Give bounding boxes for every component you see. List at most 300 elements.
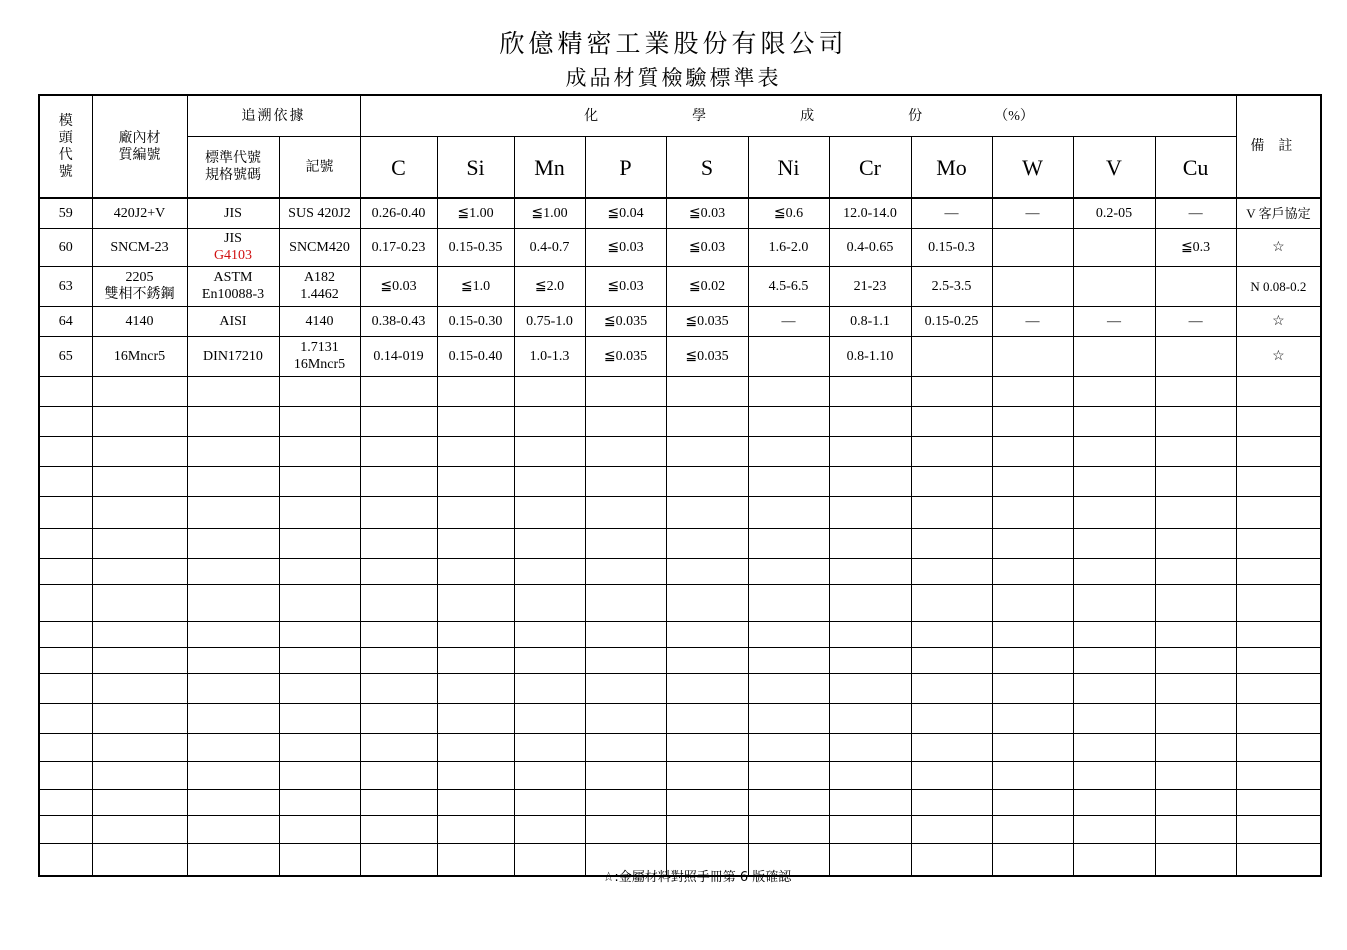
internal-code-cell: 420J2+V [92,198,187,228]
empty-cell [829,673,911,703]
empty-cell [360,673,437,703]
element-value-cell: ≦0.6 [748,198,829,228]
empty-cell [1236,733,1321,761]
empty-cell [360,733,437,761]
element-value-cell: ≦0.035 [666,306,748,336]
empty-table-row [39,789,1321,815]
col-header-element-s: S [666,137,748,199]
empty-cell [585,584,666,621]
empty-cell [829,703,911,733]
element-value-cell [992,336,1073,376]
element-value-cell: 0.4-0.7 [514,228,585,266]
empty-cell [1073,647,1155,673]
empty-table-row [39,584,1321,621]
internal-code-cell: 16Mncr5 [92,336,187,376]
element-value-cell [748,336,829,376]
empty-cell [39,584,92,621]
col-header-element-p: P [585,137,666,199]
internal-code-cell: 2205 雙相不銹鋼 [92,266,187,306]
empty-cell [992,466,1073,496]
element-value-cell: 0.26-0.40 [360,198,437,228]
internal-code-cell: 4140 [92,306,187,336]
element-value-cell: ≦0.3 [1155,228,1236,266]
empty-cell [748,558,829,584]
empty-cell [1155,466,1236,496]
empty-cell [92,528,187,558]
empty-cell [1073,789,1155,815]
element-value-cell: ≦0.03 [666,228,748,266]
empty-cell [829,789,911,815]
empty-cell [437,703,514,733]
empty-cell [92,673,187,703]
standard-code-cell: JIS [187,198,279,228]
empty-cell [92,815,187,843]
empty-cell [666,703,748,733]
empty-cell [187,789,279,815]
empty-cell [187,436,279,466]
empty-cell [829,436,911,466]
empty-cell [829,733,911,761]
empty-cell [585,558,666,584]
col-header-element-c: C [360,137,437,199]
empty-cell [279,406,360,436]
empty-cell [92,496,187,528]
empty-cell [187,406,279,436]
empty-cell [279,584,360,621]
empty-cell [1155,815,1236,843]
empty-cell [911,621,992,647]
element-value-cell [1155,336,1236,376]
element-value-cell: ≦0.03 [585,228,666,266]
empty-cell [666,761,748,789]
empty-cell [1155,703,1236,733]
element-value-cell: 0.15-0.30 [437,306,514,336]
empty-cell [514,376,585,406]
element-value-cell: 0.14-019 [360,336,437,376]
mark-cell: SUS 420J2 [279,198,360,228]
empty-cell [666,584,748,621]
empty-cell [360,789,437,815]
empty-cell [279,496,360,528]
empty-cell [92,733,187,761]
empty-cell [1236,528,1321,558]
empty-cell [39,406,92,436]
empty-cell [514,466,585,496]
element-value-cell: 0.15-0.35 [437,228,514,266]
empty-cell [1073,584,1155,621]
empty-cell [187,815,279,843]
empty-cell [279,789,360,815]
empty-cell [911,815,992,843]
empty-cell [585,436,666,466]
empty-cell [1155,376,1236,406]
empty-table-row [39,406,1321,436]
empty-table-row [39,436,1321,466]
empty-cell [1155,621,1236,647]
remarks-cell: V 客戶協定 [1236,198,1321,228]
remarks-cell: N 0.08-0.2 [1236,266,1321,306]
empty-cell [360,647,437,673]
col-header-remarks: 備註 [1236,95,1321,198]
col-header-element-mn: Mn [514,137,585,199]
empty-cell [187,558,279,584]
empty-cell [360,436,437,466]
empty-cell [279,528,360,558]
empty-cell [360,703,437,733]
standard-code-cell: DIN17210 [187,336,279,376]
empty-cell [437,558,514,584]
empty-cell [829,761,911,789]
element-value-cell: 4.5-6.5 [748,266,829,306]
empty-cell [1155,761,1236,789]
col-header-chemical-composition: 化 學 成 份 （%） [360,95,1236,137]
remarks-cell: ☆ [1236,228,1321,266]
empty-cell [1073,528,1155,558]
empty-cell [829,815,911,843]
empty-cell [666,673,748,703]
empty-cell [911,647,992,673]
col-header-element-si: Si [437,137,514,199]
element-value-cell: 0.17-0.23 [360,228,437,266]
empty-cell [1155,647,1236,673]
empty-cell [992,673,1073,703]
empty-cell [1155,496,1236,528]
empty-cell [666,496,748,528]
mark-cell: 4140 [279,306,360,336]
empty-table-row [39,815,1321,843]
empty-cell [829,496,911,528]
header-row-1 [39,95,1321,137]
empty-cell [911,733,992,761]
element-value-cell: ≦0.03 [360,266,437,306]
element-value-cell: — [1155,198,1236,228]
empty-cell [585,789,666,815]
empty-cell [1073,496,1155,528]
empty-cell [1073,761,1155,789]
empty-cell [666,733,748,761]
mark-cell: A182 1.4462 [279,266,360,306]
empty-cell [514,621,585,647]
empty-table-row [39,703,1321,733]
element-value-cell: 1.0-1.3 [514,336,585,376]
empty-cell [1073,621,1155,647]
empty-cell [1155,673,1236,703]
empty-cell [748,406,829,436]
empty-cell [992,584,1073,621]
empty-cell [748,647,829,673]
empty-cell [585,703,666,733]
empty-cell [585,673,666,703]
empty-cell [39,703,92,733]
empty-cell [748,789,829,815]
element-value-cell: 2.5-3.5 [911,266,992,306]
empty-cell [279,733,360,761]
empty-cell [585,406,666,436]
element-value-cell [992,266,1073,306]
empty-cell [829,376,911,406]
empty-cell [39,496,92,528]
empty-cell [279,558,360,584]
empty-cell [514,733,585,761]
col-header-mark: 記號 [279,137,360,199]
empty-cell [992,558,1073,584]
empty-cell [585,815,666,843]
empty-cell [666,621,748,647]
element-value-cell: — [748,306,829,336]
empty-cell [1236,558,1321,584]
empty-cell [911,466,992,496]
empty-cell [748,528,829,558]
empty-cell [279,466,360,496]
empty-cell [585,761,666,789]
element-value-cell: — [911,198,992,228]
empty-cell [437,584,514,621]
empty-cell [39,761,92,789]
empty-cell [911,673,992,703]
standard-code-cell: JIS G4103 [187,228,279,266]
empty-cell [911,376,992,406]
element-value-cell: 0.2-05 [1073,198,1155,228]
element-value-cell: ≦0.035 [585,306,666,336]
empty-cell [1236,761,1321,789]
empty-table-row [39,376,1321,406]
empty-table-row [39,558,1321,584]
empty-cell [437,496,514,528]
table-row [39,228,1321,266]
empty-cell [666,789,748,815]
inspection-standard-table [38,94,1322,877]
empty-cell [92,436,187,466]
element-value-cell: 0.8-1.1 [829,306,911,336]
empty-cell [1236,466,1321,496]
col-header-element-v: V [1073,137,1155,199]
table-row [39,266,1321,306]
element-value-cell: ≦0.035 [666,336,748,376]
empty-cell [187,673,279,703]
empty-cell [39,466,92,496]
header-row-2 [39,137,1321,199]
empty-cell [1155,584,1236,621]
empty-cell [992,528,1073,558]
empty-cell [829,466,911,496]
empty-cell [92,406,187,436]
empty-cell [1236,789,1321,815]
empty-cell [187,621,279,647]
empty-cell [992,789,1073,815]
empty-cell [1236,621,1321,647]
company-name: 欣億精密工業股份有限公司 [499,29,848,58]
empty-cell [992,376,1073,406]
empty-cell [666,466,748,496]
empty-cell [829,647,911,673]
element-value-cell: ≦0.03 [666,198,748,228]
empty-cell [514,584,585,621]
empty-cell [585,733,666,761]
empty-cell [1155,733,1236,761]
element-value-cell: 0.8-1.10 [829,336,911,376]
standard-code-cell: AISI [187,306,279,336]
empty-cell [360,761,437,789]
empty-cell [92,584,187,621]
empty-cell [829,528,911,558]
empty-cell [1236,406,1321,436]
element-value-cell: 12.0-14.0 [829,198,911,228]
mold-code-cell: 64 [39,306,92,336]
empty-cell [279,621,360,647]
empty-cell [39,789,92,815]
empty-cell [911,496,992,528]
element-value-cell: 0.15-0.40 [437,336,514,376]
empty-cell [911,436,992,466]
empty-cell [437,789,514,815]
empty-cell [279,376,360,406]
empty-cell [992,703,1073,733]
element-value-cell: — [992,306,1073,336]
empty-cell [666,528,748,558]
empty-cell [92,761,187,789]
empty-cell [1073,436,1155,466]
table-row [39,198,1321,228]
empty-cell [1155,789,1236,815]
empty-cell [1236,647,1321,673]
col-header-element-cr: Cr [829,137,911,199]
element-value-cell: ≦2.0 [514,266,585,306]
empty-cell [911,558,992,584]
element-value-cell [1073,336,1155,376]
empty-table-row [39,733,1321,761]
empty-cell [666,647,748,673]
empty-cell [39,528,92,558]
col-header-trace-basis: 追溯依據 [187,95,360,137]
empty-cell [514,436,585,466]
empty-cell [279,761,360,789]
empty-cell [187,761,279,789]
empty-cell [514,703,585,733]
element-value-cell: 0.4-0.65 [829,228,911,266]
empty-cell [748,733,829,761]
empty-cell [748,621,829,647]
element-value-cell: 0.15-0.25 [911,306,992,336]
empty-cell [39,673,92,703]
empty-cell [39,647,92,673]
empty-cell [666,558,748,584]
empty-table-row [39,673,1321,703]
element-value-cell: 21-23 [829,266,911,306]
empty-cell [992,406,1073,436]
empty-cell [911,406,992,436]
empty-cell [437,761,514,789]
empty-cell [514,815,585,843]
empty-cell [911,528,992,558]
empty-cell [92,703,187,733]
element-value-cell: ≦1.00 [437,198,514,228]
empty-cell [437,528,514,558]
empty-cell [279,436,360,466]
empty-cell [1073,376,1155,406]
element-value-cell: ≦0.035 [585,336,666,376]
empty-cell [585,376,666,406]
empty-cell [360,621,437,647]
empty-cell [1236,584,1321,621]
empty-cell [437,621,514,647]
empty-cell [1073,815,1155,843]
empty-cell [514,761,585,789]
empty-cell [92,558,187,584]
empty-cell [437,673,514,703]
empty-cell [437,815,514,843]
element-value-cell: 1.6-2.0 [748,228,829,266]
empty-cell [666,376,748,406]
empty-cell [829,621,911,647]
empty-cell [1155,528,1236,558]
element-value-cell: ≦1.00 [514,198,585,228]
empty-cell [1236,376,1321,406]
empty-cell [992,815,1073,843]
document-title: 成品材質檢驗標準表 [565,66,782,90]
empty-cell [187,376,279,406]
element-value-cell: 0.75-1.0 [514,306,585,336]
empty-cell [92,647,187,673]
col-header-internal-code: 廠內材 質編號 [92,95,187,198]
empty-cell [911,761,992,789]
empty-cell [437,466,514,496]
empty-cell [829,406,911,436]
empty-cell [911,584,992,621]
empty-cell [279,647,360,673]
empty-cell [1236,496,1321,528]
empty-table-row [39,528,1321,558]
empty-cell [829,584,911,621]
empty-cell [748,436,829,466]
mold-code-cell: 60 [39,228,92,266]
mark-cell: 1.7131 16Mncr5 [279,336,360,376]
element-value-cell: — [992,198,1073,228]
empty-cell [748,376,829,406]
empty-cell [1073,406,1155,436]
empty-cell [748,673,829,703]
empty-cell [514,789,585,815]
empty-cell [1236,703,1321,733]
empty-cell [92,621,187,647]
empty-cell [187,733,279,761]
element-value-cell: 0.38-0.43 [360,306,437,336]
element-value-cell: — [1155,306,1236,336]
element-value-cell [1073,266,1155,306]
empty-cell [992,733,1073,761]
empty-cell [748,496,829,528]
remarks-cell: ☆ [1236,336,1321,376]
empty-cell [992,436,1073,466]
empty-cell [187,496,279,528]
col-header-element-ni: Ni [748,137,829,199]
empty-cell [829,558,911,584]
footnote: ☆:金屬材料對照手冊第 6 版確認 [602,870,792,885]
empty-table-row [39,647,1321,673]
empty-table-row [39,466,1321,496]
element-value-cell: ≦0.03 [585,266,666,306]
empty-cell [585,647,666,673]
col-header-mold-code: 模 頭 代 號 [39,95,92,198]
empty-cell [92,466,187,496]
empty-cell [39,815,92,843]
empty-cell [585,466,666,496]
empty-cell [279,673,360,703]
col-header-element-mo: Mo [911,137,992,199]
empty-cell [666,406,748,436]
empty-cell [992,621,1073,647]
empty-table-row [39,621,1321,647]
empty-cell [437,406,514,436]
